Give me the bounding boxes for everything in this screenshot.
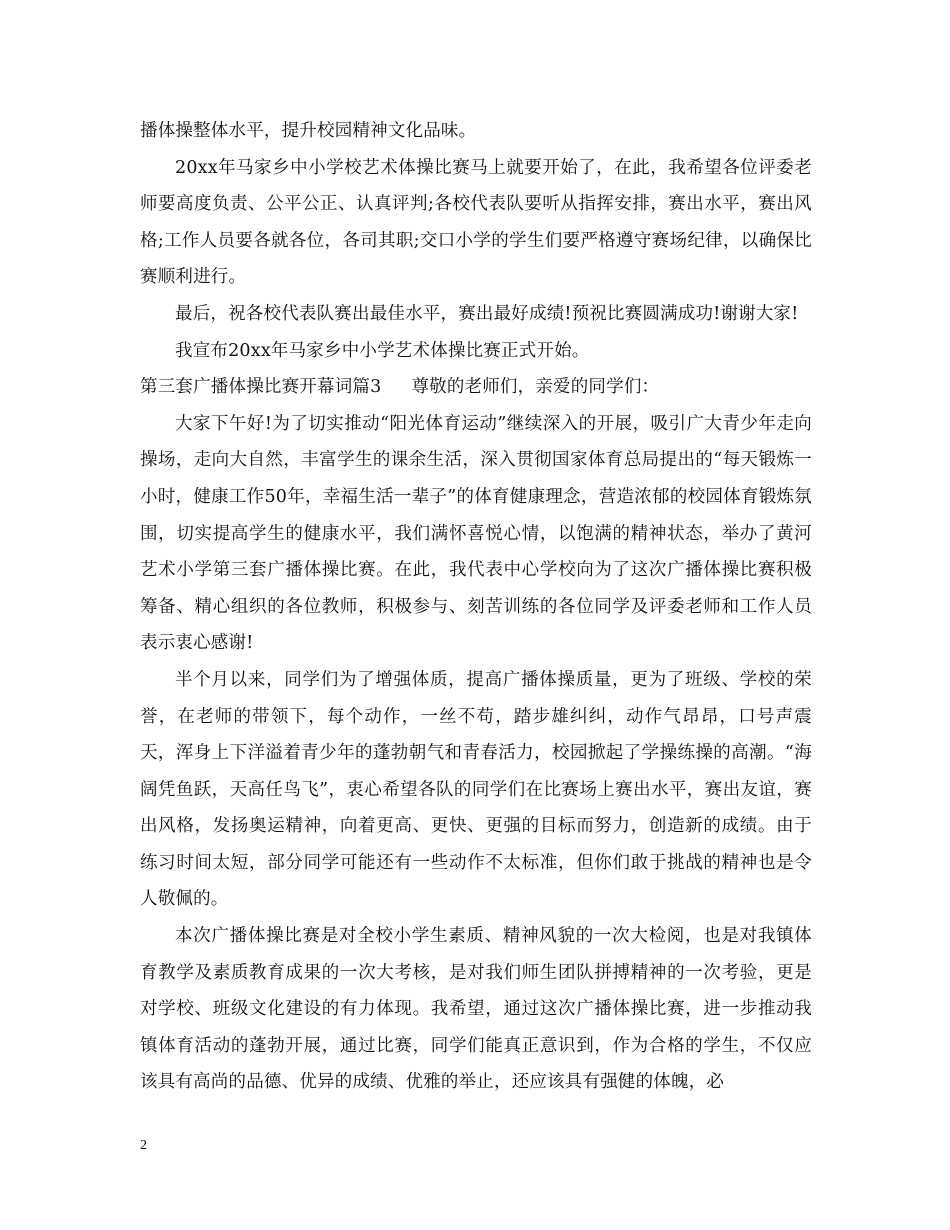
paragraph-continued: 播体操整体水平，提升校园精神文化品味。 [140, 121, 477, 141]
paragraph-announcement: 我宣布20xx年马家乡中小学艺术体操比赛正式开始。 [175, 340, 590, 361]
section-title: 第三套广播体操比赛开幕词篇3 [140, 377, 382, 398]
paragraph-training: 半个月以来，同学们为了增强体质，提高广播体操质量，更为了班级、学校的荣誉，在老师的带领下，每个动作，一丝不苟，踏步雄纠纠，动作气昂昂，口号声震天，浑身上下洋溢着青少年的蓬勃朝气和青春活力，校园掀起了学操练操的高潮。“海阔凭鱼跃，天高任鸟飞”，衷心希望各队的同学们在比赛场上赛出水平，赛出友谊，赛出风格，发扬奥运精神，向着更高、更快、更强的目标而努力，创造新的成绩。由于练习时间太短，部分同学可能还有一些动作不太标准，但你们敢于挑战的精神也是令人敬佩的。 [140, 669, 812, 910]
paragraph-significance: 本次广播体操比赛是对全校小学生素质、精神风貌的一次大检阅，也是对我镇体育教学及素质教育成果的一次大考核，是对我们师生团队拼搏精神的一次考验，更是对学校、班级文化建设的有力体现。我希望，通过这次广播体操比赛，进一步推动我镇体育活动的蓬勃开展，通过比赛，同学们能真正意识到，作为合格的学生，不仅应该具有高尚的品德、优异的成绩、优雅的举止，还应该具有强健的体魄，必 [140, 926, 812, 1093]
paragraph-opening: 大家下午好!为了切实推动“阳光体育运动”继续深入的开展，吸引广大青少年走向操场，走向大自然，丰富学生的课余生活，深入贯彻国家体育总局提出的“每天锻炼一小时，健康工作50年，幸福生活一辈子”的体育健康理念，营造浓郁的校园体育锻炼氛围，切实提高学生的健康水平，我们满怀喜悦心情，以饱满的精神状态，举办了黄河艺术小学第三套广播体操比赛。在此，我代表中心学校向为了这次广播体操比赛积极筹备、精心组织的各位教师，积极参与、刻苦训练的各位同学及评委老师和工作人员表示衷心感谢! [140, 413, 812, 654]
section-greeting: 尊敬的老师们，亲爱的同学们： [411, 377, 660, 398]
section-heading [140, 369, 812, 406]
document-body [140, 113, 812, 1101]
paragraph-contest-start: 20xx年马家乡中小学校艺术体操比赛马上就要开始了，在此，我希望各位评委老师要高度负责、公平公正、认真评判;各校代表队要听从指挥安排，赛出水平，赛出风格;工作人员要各就各位，各司其职;交口小学的学生们要严格遵守赛场纪律，以确保比赛顺利进行。 [140, 157, 812, 288]
page-number: 2 [140, 1138, 147, 1153]
paragraph-closing-wishes: 最后，祝各校代表队赛出最佳水平，赛出最好成绩!预祝比赛圆满成功!谢谢大家! [175, 303, 799, 324]
